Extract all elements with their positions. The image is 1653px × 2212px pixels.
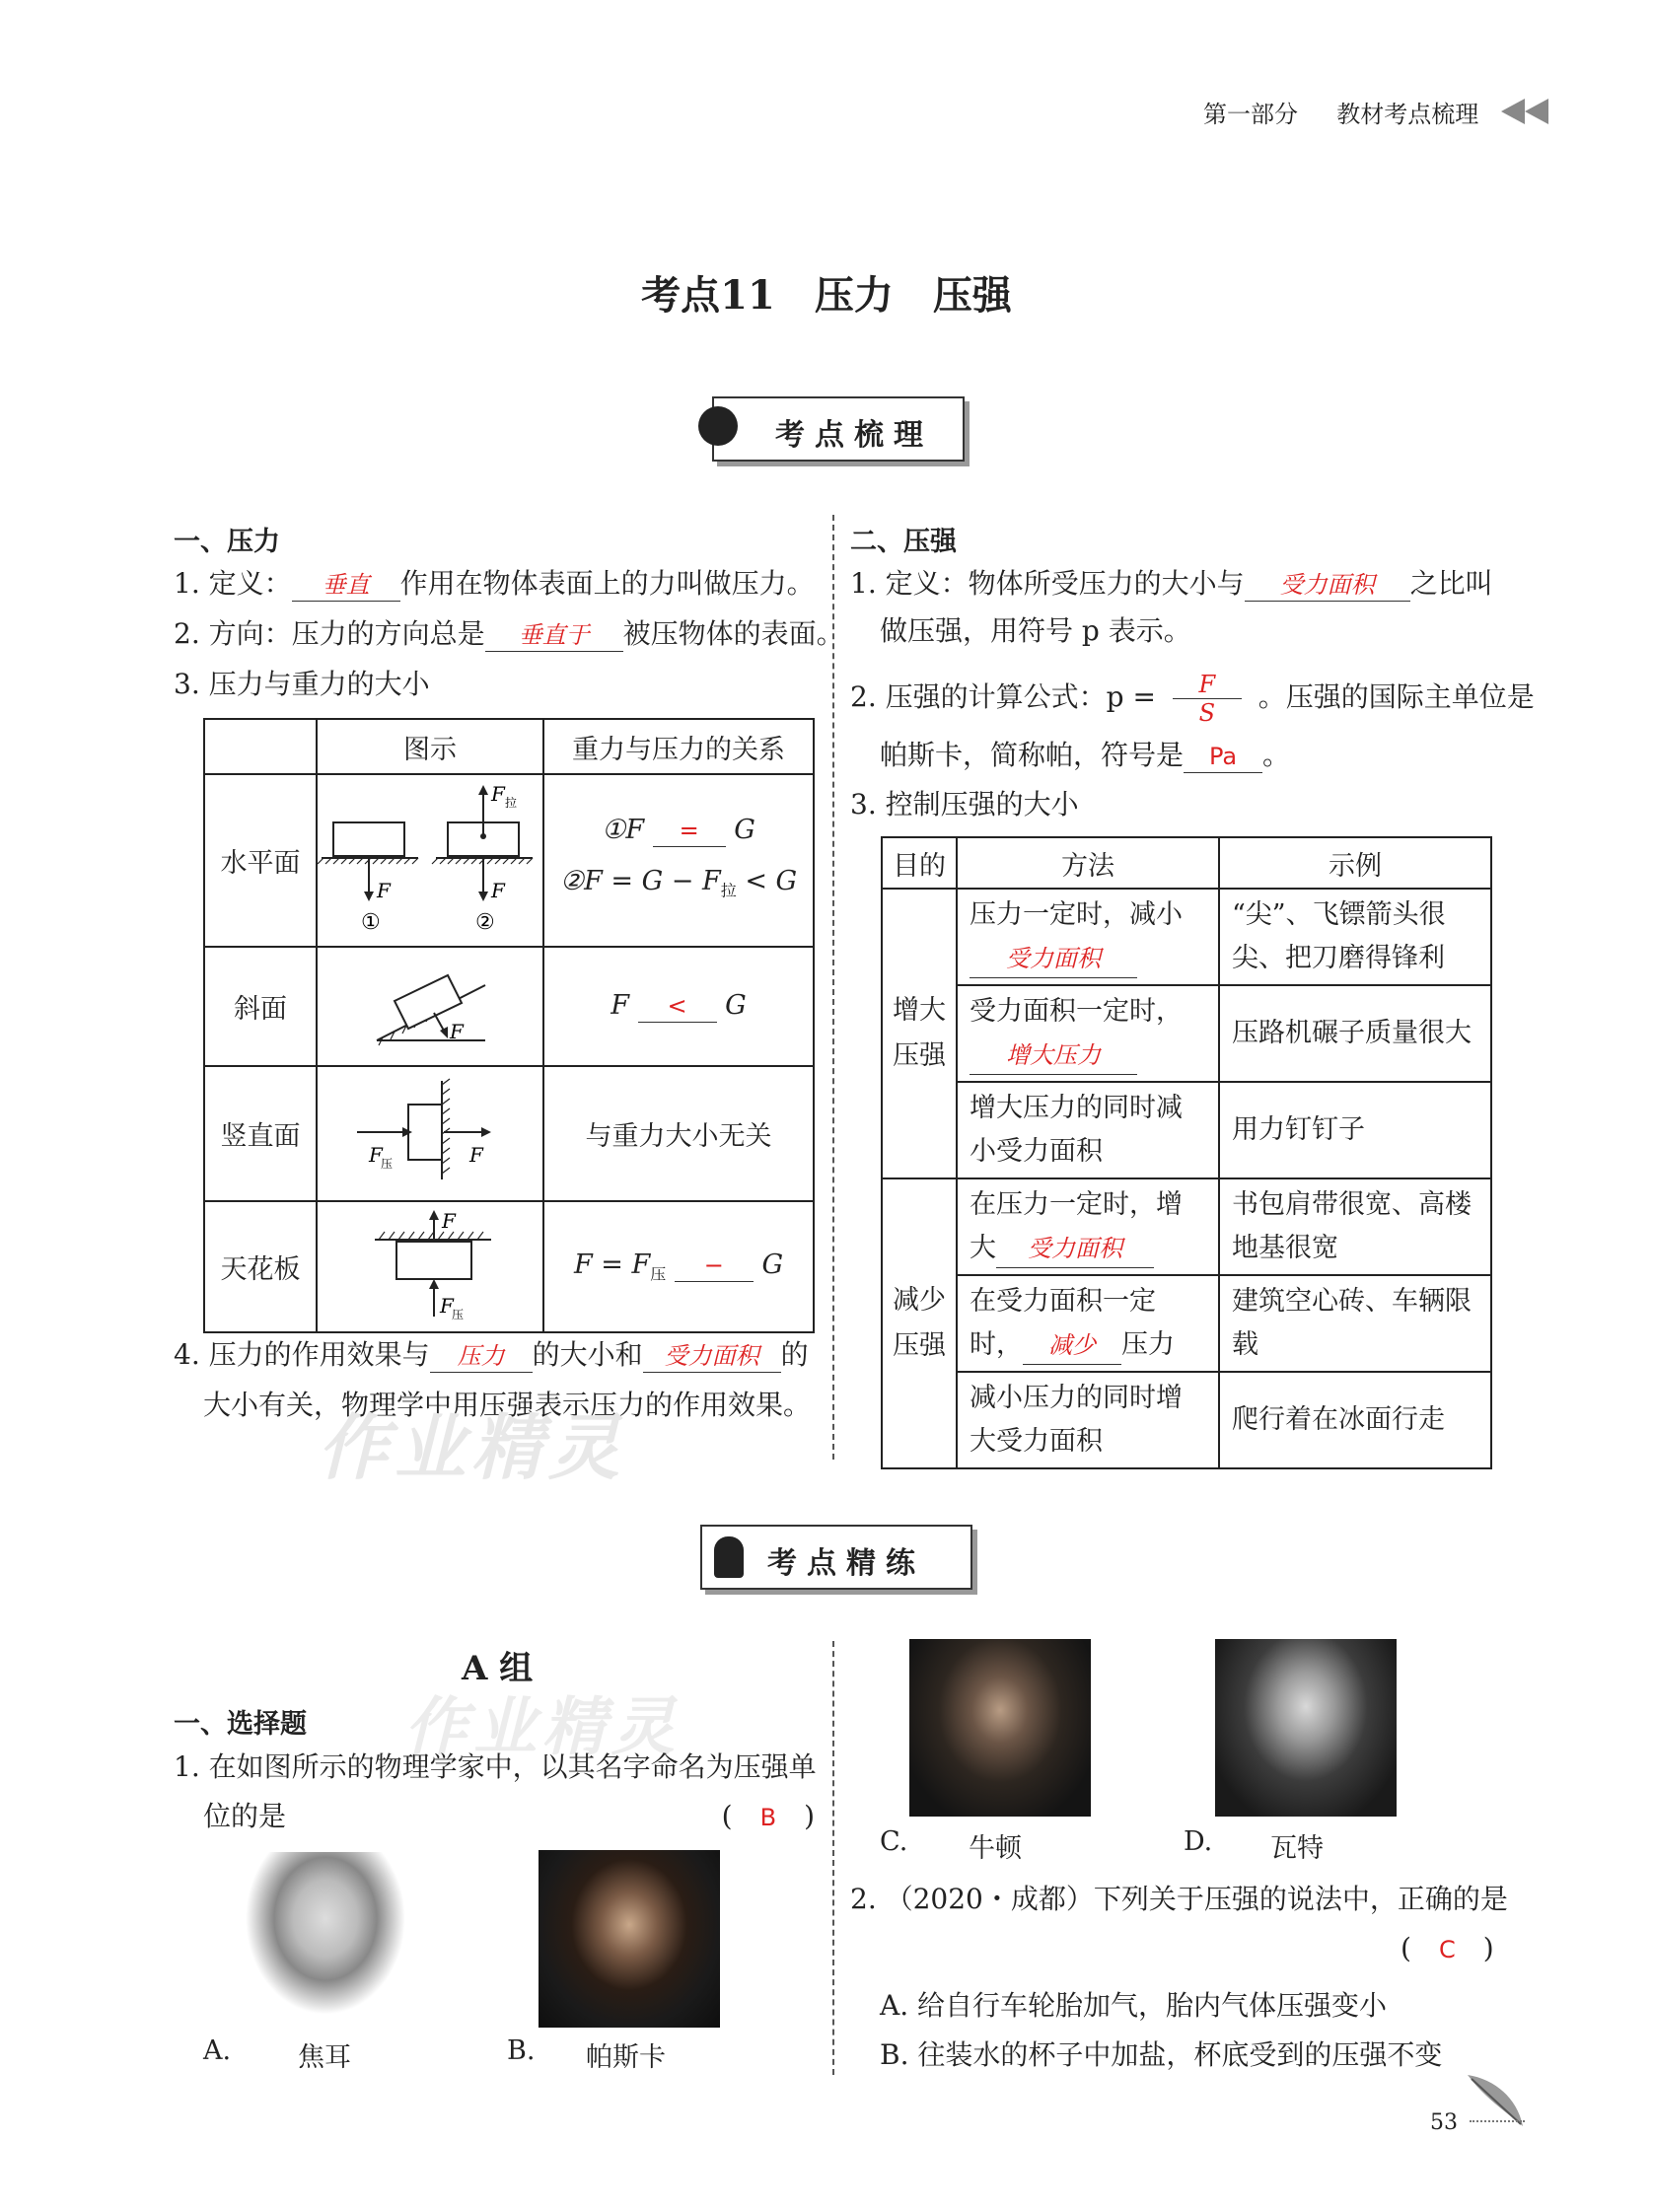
table-header: 方法	[957, 837, 1219, 889]
answer-brackets: ( B )	[721, 1800, 815, 1832]
text: 的大小和	[532, 1338, 643, 1371]
subscript: 压	[650, 1264, 667, 1284]
column-divider-lower	[832, 1641, 834, 2075]
text: 在压力一定时，增	[970, 1189, 1183, 1220]
portrait-newton	[909, 1639, 1091, 1817]
option-b-label: B.	[507, 2035, 536, 2066]
banner-kaodian-shuli	[712, 396, 965, 462]
method-cell: 增大压力的同时减小受力面积	[957, 1082, 1219, 1178]
answer-blank	[1023, 1326, 1121, 1365]
text: 时，	[970, 1329, 1023, 1360]
option-c-name: 牛顿	[969, 1833, 1022, 1864]
ceiling-diagram	[318, 1202, 542, 1324]
watermark: 作业精灵	[318, 1405, 626, 1489]
vertical-wall-diagram	[318, 1067, 542, 1193]
group-decrease: 减少压强	[882, 1178, 957, 1468]
text: F	[611, 990, 629, 1021]
subscript: 拉	[720, 881, 737, 900]
right-line-2	[850, 671, 1535, 727]
svg-text:F: F	[377, 879, 391, 902]
quill-icon	[1464, 2069, 1527, 2132]
answer: =	[679, 816, 699, 844]
svg-text:F: F	[440, 1294, 454, 1318]
text: 1. 定义：	[174, 567, 292, 600]
svg-text:F: F	[491, 782, 505, 806]
example-cell: 用力钉钉子	[1219, 1082, 1491, 1178]
answer: <	[667, 992, 687, 1020]
q2-stem: 2. （2020・成都）下列关于压强的说法中，正确的是	[850, 1883, 1508, 1915]
relation-ceiling	[543, 1201, 814, 1332]
right-line-1	[850, 564, 1493, 604]
pressure-gravity-table	[203, 718, 815, 1333]
svg-text:②: ②	[475, 910, 495, 935]
answer: 垂直	[322, 571, 370, 599]
text: 压力	[1121, 1329, 1175, 1360]
answer: 压力	[457, 1342, 505, 1370]
right-line-2b	[880, 736, 1290, 775]
answer-blank	[996, 1230, 1154, 1268]
banner-text: 考点精练	[767, 1546, 925, 1581]
answer-blank	[653, 815, 726, 847]
text: 4. 压力的作用效果与	[174, 1338, 430, 1371]
text: 被压物体的表面。	[622, 617, 844, 650]
group-title: A 组	[462, 1649, 534, 1688]
method-cell	[957, 1275, 1219, 1372]
svg-text:①: ①	[361, 910, 381, 935]
answer: 受力面积	[1006, 945, 1101, 972]
header-part: 第一部分	[1203, 101, 1298, 128]
method-cell: 减小压力的同时增大受力面积	[957, 1372, 1219, 1468]
left-line-3: 3. 压力与重力的大小	[174, 668, 430, 700]
double-arrow-icon	[1497, 97, 1552, 126]
text: G	[725, 990, 747, 1021]
option-b-name: 帕斯卡	[586, 2042, 666, 2073]
answer-blank	[643, 1339, 781, 1373]
text: 2. 压强的计算公式：p =	[850, 680, 1156, 713]
answer: 垂直于	[518, 621, 590, 649]
answer-blank	[638, 990, 717, 1023]
text: 。	[1262, 739, 1291, 771]
answer-blank	[292, 568, 400, 602]
option-d-name: 瓦特	[1270, 1833, 1324, 1864]
incline-diagram	[318, 948, 542, 1058]
row-label: 水平面	[204, 774, 317, 947]
method-cell	[957, 889, 1219, 985]
group-increase: 增大压强	[882, 889, 957, 1178]
option-a-name: 焦耳	[298, 2042, 351, 2073]
answer-blank	[970, 1036, 1137, 1075]
text: 的	[780, 1338, 809, 1371]
text: 1. 定义：物体所受压力的大小与	[850, 567, 1245, 600]
banner-kaodian-jinglian	[700, 1525, 972, 1590]
q2-option-a: A. 给自行车轮胎加气，胎内气体压强变小	[880, 1989, 1388, 2022]
text: ②F = G − F	[559, 865, 721, 896]
text: 作用在物体表面上的力叫做压力。	[399, 567, 815, 600]
text: F = F	[573, 1249, 651, 1280]
student-icon	[714, 1536, 744, 1578]
left-line-4	[174, 1335, 809, 1375]
svg-text:拉: 拉	[505, 796, 518, 810]
answer: −	[703, 1250, 724, 1279]
answer-blank	[485, 618, 623, 652]
right-line-1b: 做压强，用符号 p 表示。	[880, 614, 1191, 647]
svg-text:F: F	[442, 1209, 456, 1233]
text: G	[734, 814, 755, 845]
table-header: 目的	[882, 837, 957, 889]
left-line-2	[174, 614, 844, 654]
left-line-1	[174, 564, 815, 604]
relation-vertical: 与重力大小无关	[543, 1066, 814, 1201]
running-header	[1203, 95, 1478, 129]
text: 受力面积一定时，	[970, 996, 1183, 1027]
text: 在受力面积一定	[970, 1286, 1156, 1317]
row-label: 天花板	[204, 1201, 317, 1332]
relation-incline	[543, 947, 814, 1066]
figure-ceiling	[317, 1201, 543, 1332]
method-cell	[957, 1178, 1219, 1275]
control-pressure-table	[881, 836, 1492, 1469]
svg-text:F: F	[491, 879, 505, 902]
svg-text:F: F	[469, 1143, 483, 1167]
svg-text:F: F	[450, 1020, 464, 1043]
left-line-5: 大小有关，物理学中用压强表示压力的作用效果。	[203, 1389, 812, 1421]
text: 之比叫	[1409, 567, 1493, 600]
answer: C	[1438, 1936, 1456, 1963]
portrait-joule	[235, 1852, 416, 2028]
text: 2. 方向：压力的方向总是	[174, 617, 485, 650]
fraction	[1173, 671, 1242, 727]
footer-dots	[1470, 2120, 1525, 2122]
figure-horizontal	[317, 774, 543, 947]
text: 大	[970, 1233, 996, 1263]
portrait-watt	[1215, 1639, 1397, 1817]
text: ①F	[602, 814, 645, 845]
svg-text:压: 压	[452, 1308, 465, 1321]
example-cell: 书包肩带很宽、高楼地基很宽	[1219, 1178, 1491, 1275]
svg-text:压: 压	[381, 1157, 394, 1171]
page-title: 考点11 压力 压强	[641, 272, 1012, 319]
svg-text:F: F	[369, 1143, 383, 1167]
text: 帕斯卡，简称帕，符号是	[880, 739, 1185, 771]
portrait-pascal	[539, 1850, 720, 2028]
text: 位的是	[203, 1800, 287, 1832]
answer: 受力面积	[1279, 571, 1375, 599]
watermark-2: 作业精灵	[404, 1690, 681, 1764]
answer: B	[759, 1804, 777, 1831]
q2-answer-brackets: ( C )	[1401, 1932, 1494, 1964]
row-label: 斜面	[204, 947, 317, 1066]
example-cell: “尖”、飞镖箭头很尖、把刀磨得锋利	[1219, 889, 1491, 985]
numerator: F	[1198, 671, 1216, 698]
q2-option-b: B. 往装水的杯子中加盐，杯底受到的压强不变	[880, 2038, 1443, 2071]
page-number: 53	[1430, 2110, 1458, 2135]
table-header: 示例	[1219, 837, 1491, 889]
text: < G	[736, 865, 798, 896]
method-cell	[957, 985, 1219, 1082]
figure-incline	[317, 947, 543, 1066]
answer: Pa	[1208, 743, 1238, 770]
magnifier-icon	[698, 406, 738, 446]
q1-line-1: 1. 在如图所示的物理学家中，以其名字命名为压强单	[174, 1750, 817, 1783]
answer-blank	[970, 940, 1137, 978]
section-heading-pressure: 一、压力	[174, 527, 280, 557]
section-heading-choice: 一、选择题	[174, 1709, 307, 1740]
relation-horizontal	[543, 774, 814, 947]
section-heading-pressure-intensity: 二、压强	[850, 527, 957, 557]
text: 。压强的国际主单位是	[1258, 680, 1535, 713]
answer-blank	[1184, 740, 1262, 773]
row-label: 竖直面	[204, 1066, 317, 1201]
denominator: S	[1173, 698, 1242, 727]
answer: 受力面积	[664, 1342, 759, 1370]
table-header: 重力与压力的关系	[543, 719, 814, 774]
text: 压力一定时，减小	[970, 899, 1183, 930]
answer-blank	[675, 1249, 754, 1282]
example-cell: 压路机碾子质量很大	[1219, 985, 1491, 1082]
answer: 减少	[1048, 1331, 1096, 1359]
column-divider	[832, 515, 834, 1460]
right-line-3: 3. 控制压强的大小	[850, 788, 1079, 821]
option-d-label: D.	[1184, 1826, 1213, 1857]
example-cell: 爬行着在冰面行走	[1219, 1372, 1491, 1468]
text: G	[761, 1249, 784, 1280]
banner-text: 考点梳理	[775, 418, 933, 453]
figure-vertical	[317, 1066, 543, 1201]
q1-line-2	[203, 1797, 815, 1836]
option-c-label: C.	[880, 1826, 908, 1857]
table-header: 图示	[317, 719, 543, 774]
example-cell: 建筑空心砖、车辆限载	[1219, 1275, 1491, 1372]
answer: 受力面积	[1028, 1235, 1122, 1262]
answer: 增大压力	[1006, 1041, 1101, 1069]
option-a-label: A.	[203, 2035, 232, 2066]
answer-blank	[430, 1339, 533, 1373]
answer-blank	[1245, 568, 1410, 602]
header-section: 教材考点梳理	[1336, 101, 1479, 128]
horizontal-surface-diagram	[318, 775, 542, 939]
table-corner	[204, 719, 317, 774]
